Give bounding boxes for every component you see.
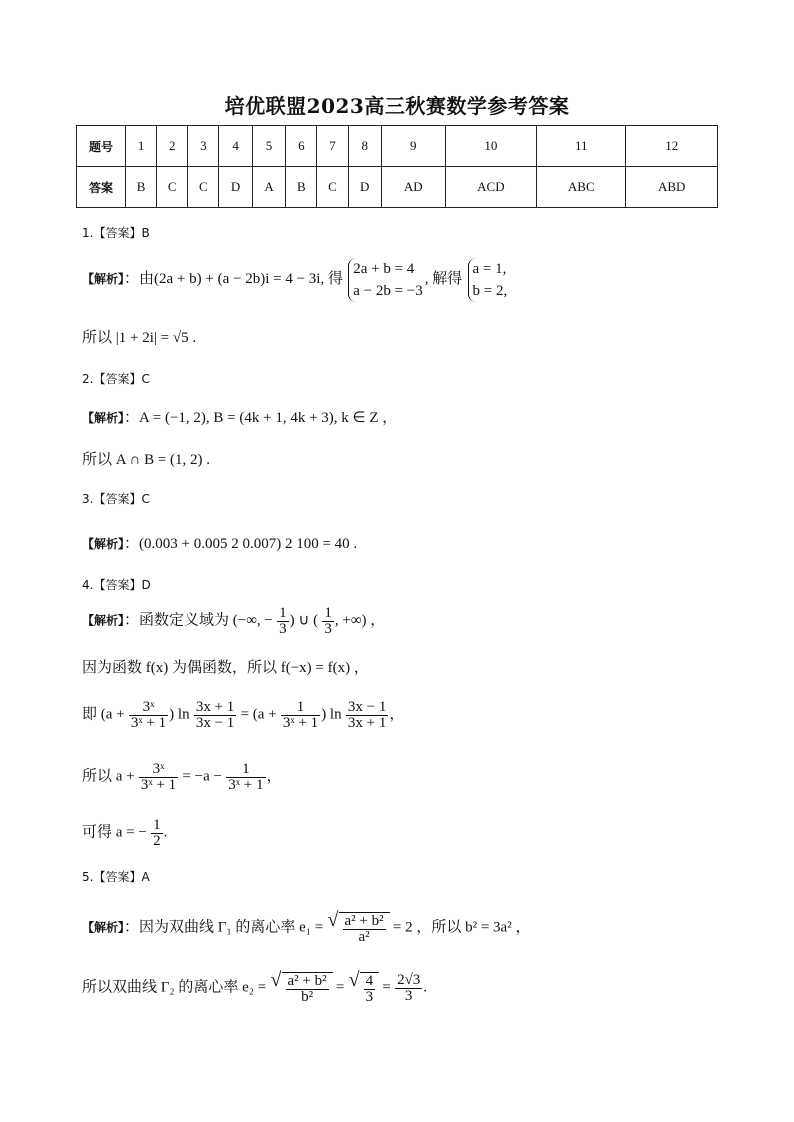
q4-text: = (a + [240, 706, 277, 723]
table-cell: C [317, 167, 348, 208]
q2-solution-line [82, 406, 397, 427]
numerator: 3ˣ [129, 700, 168, 716]
denominator: a² [358, 929, 370, 945]
denominator: 3 [324, 621, 332, 637]
fraction [277, 606, 289, 637]
q4-simplify-line [82, 762, 282, 793]
numerator: 1 [279, 605, 287, 621]
table-cell: B [286, 167, 317, 208]
numerator: 1 [281, 700, 320, 716]
table-cell: 3 [188, 126, 219, 167]
q2-answer-header: 2.【答案】C [82, 372, 150, 386]
denominator: 3ˣ + 1 [130, 715, 167, 731]
equation: a − 2b = −3 [353, 283, 423, 299]
equation: 2a + b = 4 [353, 261, 415, 277]
row-header: 题号 [77, 126, 126, 167]
equation: a = 1, [472, 261, 507, 277]
equation-system [348, 258, 423, 302]
numerator: 3ˣ [139, 762, 178, 778]
table-cell: 8 [348, 126, 381, 167]
table-cell: B [126, 167, 157, 208]
q4-text: 即 (a + [82, 706, 125, 723]
denominator: 3x + 1 [347, 715, 387, 731]
denominator: 3 [365, 989, 374, 1005]
q5-text: ：因为双曲线 Γ₁ 的离心率 e₁ = [124, 919, 324, 936]
q4-text: 可得 a = − [82, 824, 147, 841]
table-cell: 10 [445, 126, 537, 167]
q3-text: ：(0.003 + 0.005 2 0.007) 2 100 = 40 . [124, 536, 358, 552]
numerator: 1 [153, 817, 161, 833]
denominator: 3 [404, 988, 413, 1004]
denominator: 3x − 1 [195, 715, 235, 731]
denominator: 2 [153, 833, 161, 849]
table-cell: A [252, 167, 285, 208]
table-cell: D [219, 167, 252, 208]
q4-domain-line [82, 606, 385, 637]
table-cell: ACD [445, 167, 537, 208]
sqrt-expression [282, 972, 333, 1005]
q4-text: ， [389, 706, 405, 723]
table-cell: 4 [219, 126, 252, 167]
q4-text: ：函数定义域为 (−∞, − [124, 612, 273, 629]
q3-answer-header: 3.【答案】C [82, 492, 150, 506]
q4-answer-header: 4.【答案】D [82, 578, 151, 592]
q4-text: . [163, 824, 168, 841]
numerator: 2√3 [397, 972, 421, 988]
fraction [139, 762, 178, 793]
fraction [395, 973, 422, 1004]
q4-even-function-line: 因为函数 f(x) 为偶函数，所以 f(−x) = f(x) ， [82, 660, 369, 676]
table-cell: 7 [317, 126, 348, 167]
q1-text: , 解得 [424, 270, 463, 287]
q5-answer-header: 5.【答案】A [82, 870, 150, 884]
q4-text: 所以 a + [82, 768, 135, 785]
q1-answer-header: 1.【答案】B [82, 226, 150, 240]
sqrt-expression [360, 972, 380, 1005]
q4-text: ) ln [321, 706, 342, 723]
denominator: 3ˣ + 1 [282, 715, 319, 731]
table-cell: 12 [626, 126, 718, 167]
q4-text: ) ln [169, 706, 190, 723]
table-cell: 5 [252, 126, 285, 167]
fraction [322, 606, 334, 637]
q5-text: = [335, 979, 345, 996]
q4-result-line [82, 818, 167, 849]
q5-text: 所以双曲线 Γ₂ 的离心率 e₂ = [82, 979, 267, 996]
table-cell: C [188, 167, 219, 208]
denominator: b² [301, 989, 314, 1005]
table-cell: C [157, 167, 188, 208]
row-header: 答案 [77, 167, 126, 208]
fraction [286, 974, 329, 1005]
q5-solution-line [82, 912, 530, 945]
table-cell: 2 [157, 126, 188, 167]
table-cell: ABC [537, 167, 626, 208]
denominator: 3ˣ + 1 [228, 777, 264, 793]
table-cell: 6 [286, 126, 317, 167]
denominator: 3 [279, 621, 287, 637]
q5-eccentricity-line [82, 972, 427, 1005]
q4-text: = −a − [182, 768, 222, 785]
numerator: 1 [324, 605, 332, 621]
fraction [151, 818, 163, 849]
q2-text: ：A = (−1, 2), B = (4k + 1, 4k + 3), k ∈ Z ， [124, 410, 398, 426]
q5-text: = [382, 979, 391, 996]
numerator: 3x − 1 [347, 699, 387, 715]
denominator: 3ˣ + 1 [140, 777, 177, 793]
q4-text: ， [266, 768, 282, 785]
fraction [364, 974, 376, 1005]
table-row [77, 126, 718, 167]
answer-table [76, 125, 718, 208]
table-cell: AD [381, 167, 445, 208]
q1-text: ：由(2a + b) + (a − 2b)i = 4 − 3i, 得 [124, 270, 343, 287]
fraction [343, 914, 386, 945]
q4-text: ) ∪ ( [289, 612, 319, 629]
numerator: √ a² + b² [344, 913, 384, 929]
q3-solution-line [82, 532, 357, 553]
q5-text: . [423, 979, 428, 996]
table-cell: 9 [381, 126, 445, 167]
numerator: 3x + 1 [195, 699, 235, 715]
table-row [77, 167, 718, 208]
solution-label: 【解析】 [82, 537, 125, 551]
fraction [129, 700, 168, 731]
fraction [194, 700, 236, 731]
table-cell: ABD [626, 167, 718, 208]
table-cell: 11 [537, 126, 626, 167]
solution-label: 【解析】 [82, 920, 125, 935]
equation: b = 2, [472, 283, 508, 299]
sqrt-expression [339, 912, 390, 945]
solution-label: 【解析】 [82, 411, 125, 425]
solution-label: 【解析】 [82, 613, 125, 628]
q5-text: = 2 ，所以 b² = 3a² ， [392, 919, 531, 936]
fraction [346, 700, 388, 731]
q1-solution-line [82, 258, 509, 302]
numerator: 1 [226, 762, 265, 778]
fraction [281, 700, 320, 731]
solution-label: 【解析】 [82, 271, 125, 286]
table-cell: D [348, 167, 381, 208]
q4-equation-line [82, 700, 404, 731]
solution-system [468, 258, 508, 302]
fraction [226, 762, 265, 793]
numerator: √ a² + b² [287, 973, 327, 989]
q1-conclusion: 所以 |1 + 2i| = √5 . [82, 330, 197, 346]
table-cell: 1 [126, 126, 157, 167]
page-title: 培优联盟2023高三秋赛数学参考答案 [224, 94, 570, 118]
numerator: √ 4 [365, 973, 374, 989]
q4-text: , +∞) ， [334, 612, 386, 629]
q2-conclusion: 所以 A ∩ B = (1, 2) . [82, 452, 211, 468]
